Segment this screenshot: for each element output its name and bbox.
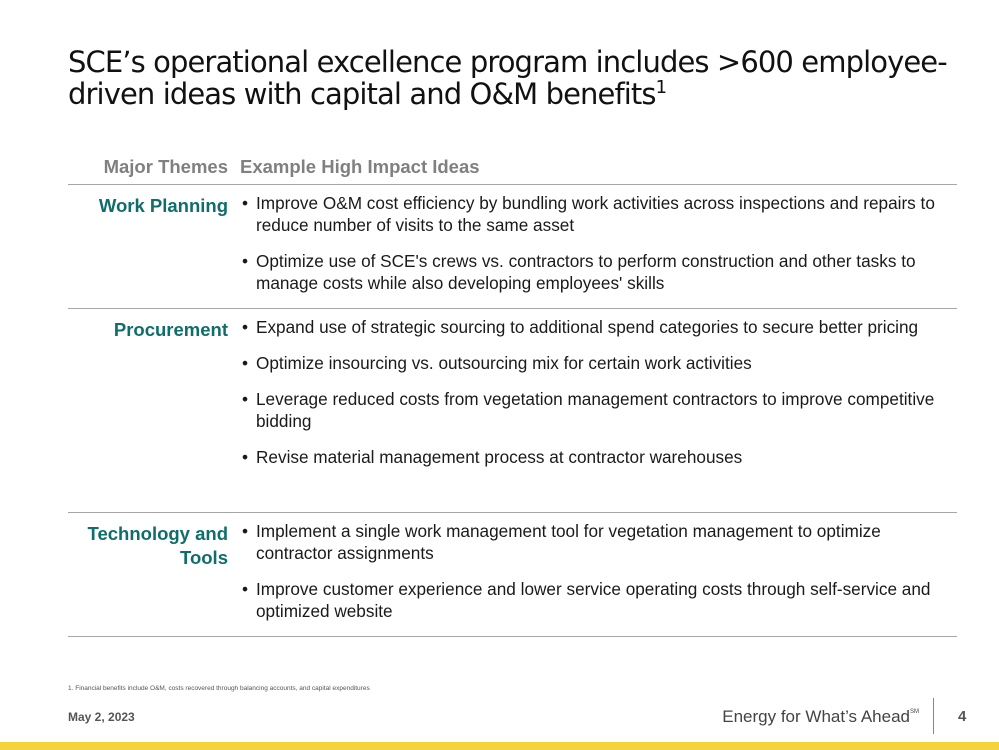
slide-title (68, 46, 948, 110)
idea-text: Expand use of strategic sourcing to additional spend categories to secure better pricing (256, 317, 919, 337)
footer-divider (933, 698, 934, 734)
tagline-text: Energy for What’s Ahead (722, 707, 910, 726)
idea-item (240, 388, 937, 432)
idea-item (240, 250, 937, 294)
footnote: 1. Financial benefits include O&M, costs recovered through balancing accounts, and capital expenditures (68, 685, 370, 692)
bullet: • (242, 193, 249, 213)
theme-label: Procurement (113, 319, 228, 340)
theme-row-procurement (68, 309, 957, 513)
presentation-date: May 2, 2023 (68, 710, 135, 724)
theme-row-technology-and-tools (68, 513, 957, 637)
idea-text: Leverage reduced costs from vegetation management contractors to improve competitive bidding (256, 389, 935, 431)
idea-item (240, 578, 937, 622)
theme-label: Work Planning (98, 195, 228, 216)
theme-label: Technology and Tools (87, 523, 228, 568)
themes-table (68, 150, 957, 637)
slide-title-text: SCE’s operational excellence program includes >600 employee-driven ideas with capital and O&M benefits (68, 45, 947, 111)
bullet: • (242, 389, 249, 409)
bullet: • (242, 251, 249, 271)
idea-list (240, 520, 957, 636)
bullet: • (242, 447, 249, 467)
header-example-ideas: Example High Impact Ideas (240, 156, 480, 177)
bullet: • (242, 353, 249, 373)
bullet: • (242, 317, 249, 337)
page-number: 4 (958, 708, 967, 725)
bullet: • (242, 579, 249, 599)
idea-text: Implement a single work management tool for vegetation management to optimize contractor assignments (256, 521, 881, 563)
theme-row-work-planning (68, 185, 957, 309)
service-mark: SM (910, 709, 919, 715)
bullet: • (242, 521, 249, 541)
idea-text: Optimize use of SCE's crews vs. contractors to perform construction and other tasks to manage costs while also developing employees' skills (256, 251, 916, 293)
idea-text: Revise material management process at contractor warehouses (256, 447, 743, 467)
title-footnote-marker: 1 (655, 77, 667, 98)
table-header-row (68, 150, 957, 185)
idea-item (240, 316, 937, 338)
idea-item (240, 192, 937, 236)
idea-item (240, 520, 937, 564)
bottom-accent-band (0, 742, 999, 750)
idea-text: Optimize insourcing vs. outsourcing mix for certain work activities (256, 353, 752, 373)
brand-tagline (722, 707, 919, 727)
header-major-themes: Major Themes (103, 156, 228, 177)
idea-list (240, 316, 957, 512)
idea-text: Improve O&M cost efficiency by bundling work activities across inspections and repairs to reduce number of visits to the same asset (256, 193, 935, 235)
idea-list (240, 192, 957, 308)
idea-item (240, 352, 937, 374)
idea-text: Improve customer experience and lower service operating costs through self-service and optimized website (256, 579, 931, 621)
idea-item (240, 446, 937, 468)
